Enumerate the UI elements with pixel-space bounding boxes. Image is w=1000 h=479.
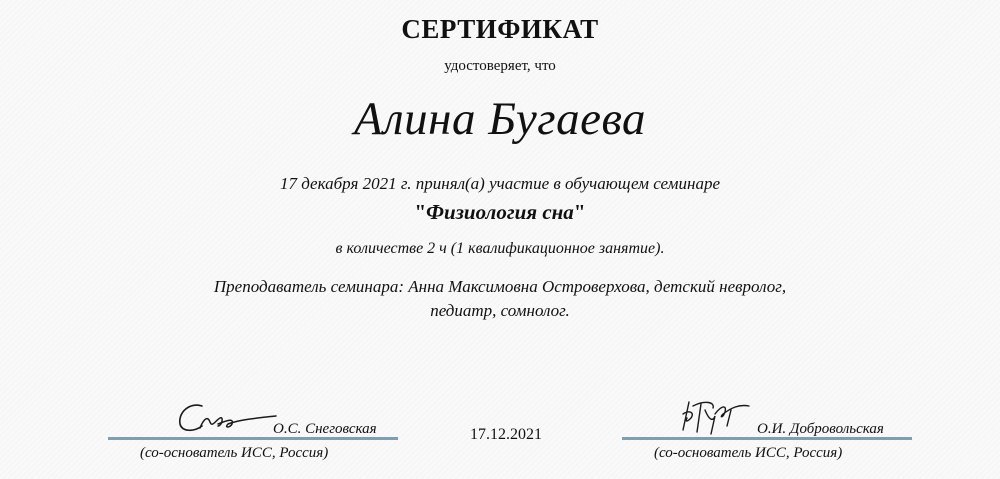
certificate-title: СЕРТИФИКАТ [401, 14, 599, 44]
instructor-line-1: Преподаватель семинара: Анна Максимовна Островерхова, детский невролог, [213, 277, 787, 296]
seminar-title [0, 200, 1000, 225]
duration-text: в количестве 2 ч (1 квалификационное занятие). [335, 240, 665, 257]
signatory-left-name: О.С. Снеговская [273, 421, 377, 440]
quote-open: " [414, 200, 427, 224]
participation-text: 17 декабря 2021 г. принял(а) участие в обучающем семинаре [280, 174, 720, 193]
signatory-left-role: (со-основатель ИСС, Россия) [140, 445, 329, 461]
signatory-right-name: О.И. Добровольская [757, 421, 884, 440]
signatory-left-line [108, 437, 398, 440]
signatory-right-line [622, 437, 912, 440]
recipient-name: Алина Бугаева [353, 93, 647, 145]
quote-close: " [573, 200, 586, 224]
certificate-date: 17.12.2021 [470, 426, 542, 443]
signatory-right-role: (со-основатель ИСС, Россия) [654, 445, 843, 461]
certificate-subtitle: удостоверяет, что [444, 58, 556, 74]
signature-right-icon [675, 396, 765, 438]
instructor-line-2: педиатр, сомнолог. [430, 301, 570, 320]
signature-left-icon [172, 398, 282, 438]
seminar-title-text: Физиология сна [426, 200, 574, 224]
